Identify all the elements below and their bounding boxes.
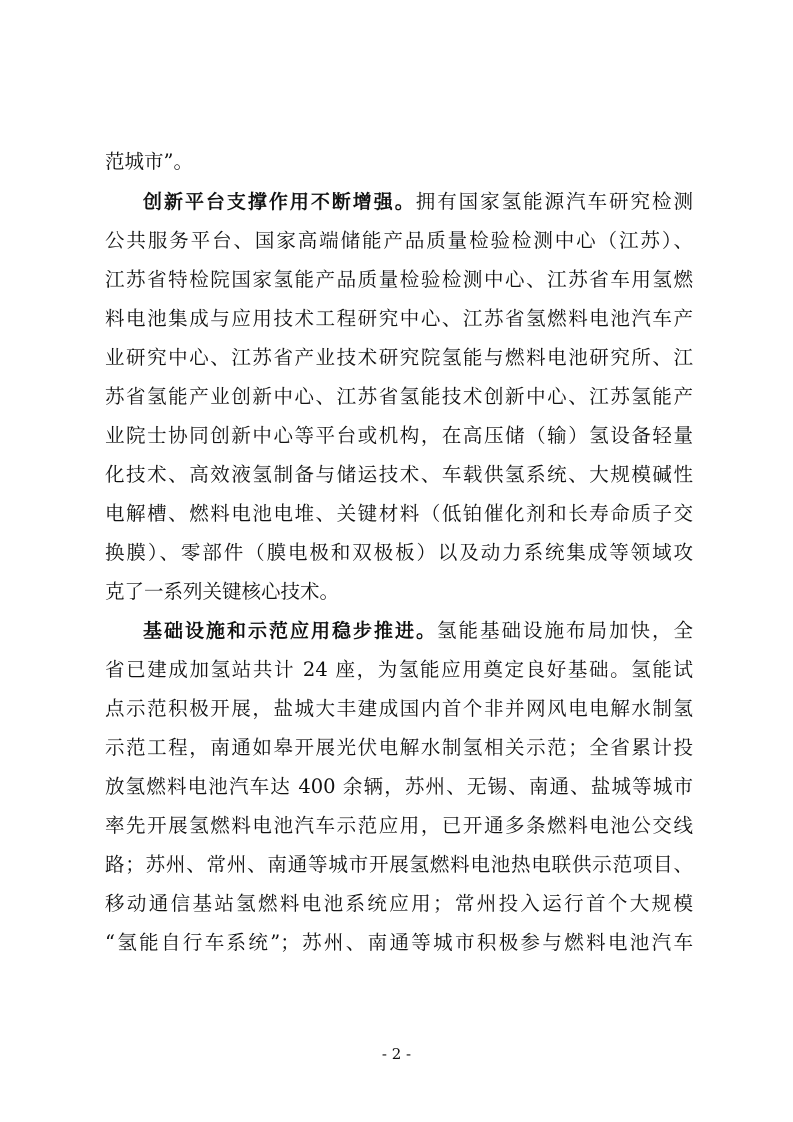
text-line (105, 182, 693, 222)
line-text: 拥有国家氢能源汽车研究检测 (415, 190, 693, 213)
line-text: 示范工程，南通如皋开展光伏电解水制氢相关示范；全省累计投 (105, 736, 693, 759)
line-text: 化技术、高效液氢制备与储运技术、车载供氢系统、大规模碱性 (105, 463, 693, 486)
page-number: - 2 - (381, 1045, 412, 1063)
line-text: 率先开展氢燃料电池汽车示范应用，已开通多条燃料电池公交线 (105, 814, 693, 837)
text-line (105, 572, 693, 612)
line-text: 料电池集成与应用技术工程研究中心、江苏省氢燃料电池汽车产 (105, 307, 693, 330)
text-line (105, 806, 693, 846)
line-text: 公共服务平台、国家高端储能产品质量检验检测中心（江苏）、 (105, 229, 693, 252)
line-text: 电解槽、燃料电池电堆、关键材料（低铂催化剂和长寿命质子交 (105, 502, 693, 525)
line-lead: 创新平台支撑作用不断增强。 (141, 191, 416, 213)
line-text: 省已建成加氢站共计 24 座，为氢能应用奠定良好基础。氢能试 (105, 658, 693, 681)
line-text: 业院士协同创新中心等平台或机构，在高压储（输）氢设备轻量 (105, 424, 693, 447)
text-line (105, 338, 693, 378)
text-line (105, 377, 693, 417)
line-text: “氢能自行车系统”；苏州、南通等城市积极参与燃料电池汽车 (105, 931, 693, 954)
text-line (105, 142, 693, 182)
text-line (105, 416, 693, 456)
text-line (105, 923, 693, 963)
line-text: 苏省氢能产业创新中心、江苏省氢能技术创新中心、江苏氢能产 (105, 385, 693, 408)
text-line (105, 611, 693, 651)
text-line (105, 650, 693, 690)
line-text: 点示范积极开展，盐城大丰建成国内首个非并网风电电解水制氢 (105, 697, 693, 720)
text-line (105, 728, 693, 768)
text-line (105, 767, 693, 807)
line-text: 路；苏州、常州、南通等城市开展氢燃料电池热电联供示范项目、 (105, 853, 693, 876)
text-line (105, 884, 693, 924)
text-line (105, 455, 693, 495)
text-line (105, 260, 693, 300)
text-line (105, 845, 693, 885)
text-line (105, 494, 693, 534)
text-line (105, 689, 693, 729)
line-lead: 基础设施和示范应用稳步推进。 (141, 620, 437, 642)
line-text: 放氢燃料电池汽车达 400 余辆，苏州、无锡、南通、盐城等城市 (105, 775, 693, 798)
line-text: 范城市”。 (105, 150, 193, 173)
text-line (105, 299, 693, 339)
line-text: 江苏省特检院国家氢能产品质量检验检测中心、江苏省车用氢燃 (105, 268, 693, 291)
text-line (105, 221, 693, 261)
line-text: 移动通信基站氢燃料电池系统应用；常州投入运行首个大规模 (105, 892, 693, 915)
text-line (105, 533, 693, 573)
line-text: 克了一系列关键核心技术。 (105, 580, 340, 603)
line-text: 换膜）、零部件（膜电极和双极板）以及动力系统集成等领域攻 (105, 541, 693, 564)
line-text: 氢能基础设施布局加快，全 (436, 619, 693, 642)
line-text: 业研究中心、江苏省产业技术研究院氢能与燃料电池研究所、江 (105, 346, 693, 369)
